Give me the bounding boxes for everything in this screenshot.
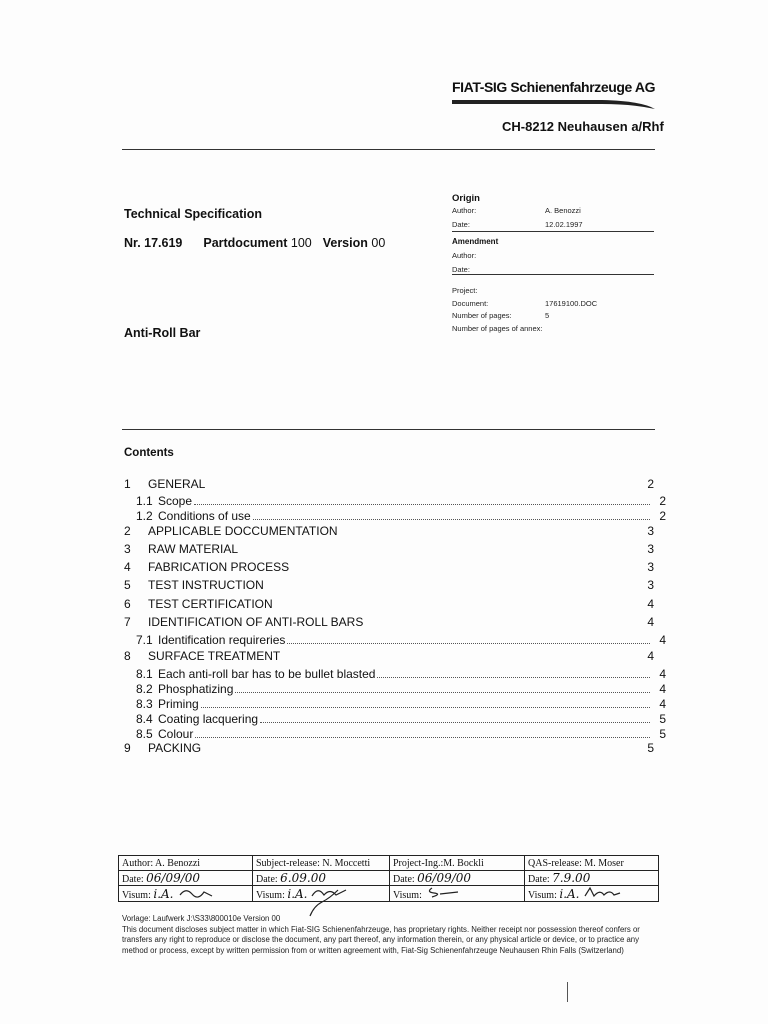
toc-entry-page: 4 bbox=[659, 697, 666, 711]
project-label: Project: bbox=[452, 286, 478, 295]
qas-release-visum-cell bbox=[525, 886, 659, 902]
toc-entry-label: IDENTIFICATION OF ANTI-ROLL BARS bbox=[148, 615, 364, 629]
toc-entry-page: 3 bbox=[647, 578, 654, 592]
toc-entry-page: 3 bbox=[647, 542, 654, 556]
handwritten-visum: i.A. bbox=[153, 887, 174, 901]
version-value: 00 bbox=[371, 236, 386, 250]
amendment-divider bbox=[452, 274, 654, 275]
number-of-pages-value: 5 bbox=[545, 311, 550, 320]
toc-entry-label: PACKING bbox=[148, 741, 202, 755]
toc-entry-page: 3 bbox=[647, 560, 654, 574]
toc-entry bbox=[124, 667, 666, 681]
toc-entry-page: 4 bbox=[647, 597, 654, 611]
toc-entry-label: TEST INSTRUCTION bbox=[148, 578, 264, 592]
partdocument-label: Partdocument bbox=[203, 236, 288, 250]
toc-entry-page: 4 bbox=[659, 633, 666, 647]
handwritten-visum: i.A. bbox=[559, 887, 580, 901]
origin-author-label: Author: bbox=[452, 206, 477, 215]
toc-leader-dots bbox=[235, 692, 650, 693]
handwritten-date: 06/09/00 bbox=[417, 871, 472, 885]
template-path: Vorlage: Laufwerk J:\S33\800010e Version 00 bbox=[122, 914, 281, 923]
toc-entry-number: 9 bbox=[124, 741, 131, 755]
document-number: Nr. 17.619 bbox=[124, 236, 183, 250]
date-label: Date: bbox=[256, 874, 278, 885]
signature-scribble bbox=[582, 886, 622, 898]
approval-signature-table bbox=[118, 855, 659, 902]
project-ing-date-cell bbox=[390, 871, 525, 886]
toc-entry-label: SURFACE TREATMENT bbox=[148, 649, 281, 663]
document-subject: Anti-Roll Bar bbox=[124, 326, 201, 340]
toc-entry-number: 8.3 bbox=[136, 697, 153, 711]
toc-entry bbox=[124, 509, 666, 523]
amendment-author-label: Author: bbox=[452, 251, 477, 260]
toc-entry bbox=[124, 712, 666, 726]
origin-title: Origin bbox=[452, 193, 480, 204]
toc-entry-page: 5 bbox=[659, 712, 666, 726]
project-ing-cell: Project-Ing.:M. Bockli bbox=[390, 856, 525, 871]
table-row bbox=[119, 886, 659, 902]
date-label: Date: bbox=[528, 874, 550, 885]
amendment-date-label: Date: bbox=[452, 265, 470, 274]
handwritten-visum: i.A. bbox=[287, 887, 308, 901]
toc-entry bbox=[124, 727, 666, 741]
toc-leader-dots bbox=[377, 677, 650, 678]
footer bbox=[122, 914, 652, 956]
toc-entry bbox=[124, 597, 654, 611]
number-of-pages-label: Number of pages: bbox=[452, 311, 512, 320]
contents-title: Contents bbox=[124, 447, 174, 459]
visum-label: Visum: bbox=[256, 890, 285, 901]
signature-scribble bbox=[424, 886, 464, 898]
toc-entry-number: 1 bbox=[124, 477, 131, 491]
toc-entry-number: 8.1 bbox=[136, 667, 153, 681]
toc-leader-dots bbox=[287, 643, 650, 644]
toc-entry-number: 3 bbox=[124, 542, 131, 556]
origin-author-value: A. Benozzi bbox=[545, 206, 581, 215]
origin-date-value: 12.02.1997 bbox=[545, 220, 583, 229]
origin-divider bbox=[452, 231, 654, 232]
toc-entry bbox=[124, 615, 654, 629]
partdocument-value: 100 bbox=[290, 236, 312, 250]
subject-release-cell: Subject-release: N. Moccetti bbox=[253, 856, 390, 871]
toc-entry bbox=[124, 682, 666, 696]
version-label: Version bbox=[322, 236, 368, 250]
toc-entry bbox=[124, 697, 666, 711]
toc-entry-number: 8.4 bbox=[136, 712, 153, 726]
date-label: Date: bbox=[393, 874, 415, 885]
toc-entry-number: 5 bbox=[124, 578, 131, 592]
toc-entry-label: Coating lacquering bbox=[158, 712, 259, 726]
project-ing-visum-cell bbox=[390, 886, 525, 902]
document-number-line bbox=[124, 236, 385, 250]
visum-label: Visum: bbox=[528, 890, 557, 901]
toc-entry-page: 4 bbox=[659, 682, 666, 696]
annex-pages-label: Number of pages of annex: bbox=[452, 324, 543, 333]
subject-release-date-cell bbox=[253, 871, 390, 886]
toc-entry-label: GENERAL bbox=[148, 477, 206, 491]
toc-entry bbox=[124, 741, 654, 755]
visum-label: Visum: bbox=[393, 890, 422, 901]
toc-entry bbox=[124, 560, 654, 574]
page-edge-mark bbox=[567, 982, 568, 1002]
document-file-value: 17619100.DOC bbox=[545, 299, 598, 308]
toc-entry-label: Phosphatizing bbox=[158, 682, 234, 696]
toc-entry-number: 8.5 bbox=[136, 727, 153, 741]
toc-entry-number: 7.1 bbox=[136, 633, 153, 647]
toc-entry-page: 5 bbox=[659, 727, 666, 741]
toc-leader-dots bbox=[253, 519, 650, 520]
toc-entry-page: 2 bbox=[659, 509, 666, 523]
toc-entry-label: Identification requireries bbox=[158, 633, 286, 647]
toc-entry bbox=[124, 477, 654, 491]
handwritten-date: 06/09/00 bbox=[146, 871, 201, 885]
qas-release-cell: QAS-release: M. Moser bbox=[525, 856, 659, 871]
company-logo-swoosh bbox=[452, 98, 657, 112]
amendment-title: Amendment bbox=[452, 237, 499, 246]
signature-scribble bbox=[176, 886, 216, 898]
toc-leader-dots bbox=[194, 504, 650, 505]
author-date-cell bbox=[119, 871, 253, 886]
author-cell: Author: A. Benozzi bbox=[119, 856, 253, 871]
toc-leader-dots bbox=[201, 707, 650, 708]
toc-entry bbox=[124, 494, 666, 508]
document-file-label: Document: bbox=[452, 299, 489, 308]
toc-entry-label: TEST CERTIFICATION bbox=[148, 597, 273, 611]
handwritten-date: 6.09.00 bbox=[280, 871, 326, 885]
date-label: Date: bbox=[122, 874, 144, 885]
author-visum-cell bbox=[119, 886, 253, 902]
toc-entry-number: 7 bbox=[124, 615, 131, 629]
table-row bbox=[119, 856, 659, 871]
toc-entry-page: 2 bbox=[659, 494, 666, 508]
table-row bbox=[119, 871, 659, 886]
toc-entry-label: Each anti-roll bar has to be bullet blasted bbox=[158, 667, 376, 681]
toc-entry-label: FABRICATION PROCESS bbox=[148, 560, 290, 574]
visum-label: Visum: bbox=[122, 890, 151, 901]
qas-release-date-cell bbox=[525, 871, 659, 886]
toc-entry-number: 8 bbox=[124, 649, 131, 663]
toc-leader-dots bbox=[195, 737, 650, 738]
toc-entry-label: Conditions of use bbox=[158, 509, 251, 523]
toc-entry-label: APPLICABLE DOCCUMENTATION bbox=[148, 524, 338, 538]
handwritten-date: 7.9.00 bbox=[552, 871, 591, 885]
document-type: Technical Specification bbox=[124, 207, 263, 221]
toc-entry-page: 5 bbox=[647, 741, 654, 755]
toc-entry-label: Colour bbox=[158, 727, 194, 741]
toc-entry-number: 2 bbox=[124, 524, 131, 538]
toc-entry-page: 3 bbox=[647, 524, 654, 538]
toc-entry bbox=[124, 633, 666, 647]
company-name: FIAT-SIG Schienenfahrzeuge AG bbox=[452, 79, 656, 95]
header-divider bbox=[122, 149, 655, 150]
toc-entry-number: 1.2 bbox=[136, 509, 153, 523]
toc-entry bbox=[124, 578, 654, 592]
toc-entry-label: Priming bbox=[158, 697, 199, 711]
toc-entry-number: 6 bbox=[124, 597, 131, 611]
origin-date-label: Date: bbox=[452, 220, 470, 229]
toc-entry bbox=[124, 524, 654, 538]
toc-entry-page: 4 bbox=[647, 649, 654, 663]
contents-divider bbox=[122, 429, 655, 430]
toc-entry-number: 1.1 bbox=[136, 494, 153, 508]
toc-entry-number: 8.2 bbox=[136, 682, 153, 696]
toc-entry-number: 4 bbox=[124, 560, 131, 574]
company-address: CH-8212 Neuhausen a/Rhf bbox=[502, 119, 664, 134]
toc-entry bbox=[124, 542, 654, 556]
toc-entry-label: RAW MATERIAL bbox=[148, 542, 239, 556]
toc-entry-page: 4 bbox=[647, 615, 654, 629]
toc-entry-label: Scope bbox=[158, 494, 193, 508]
toc-entry-page: 2 bbox=[647, 477, 654, 491]
proprietary-disclaimer: This document discloses subject matter in which Fiat-SIG Schienenfahrzeuge, has proprietary rights. Neither receipt nor possession thereof confers or transfers any right to reproduce or disclose the document, any part thereof, any information therein, or any physical article or device, or to practice any method or process, except by written permission from or written agreement with, Fiat-Sig Schienenfahrzeuge Neuhausen Rhin Falls (Switzerland) bbox=[122, 924, 640, 955]
toc-entry-page: 4 bbox=[659, 667, 666, 681]
toc-entry bbox=[124, 649, 654, 663]
toc-leader-dots bbox=[260, 722, 650, 723]
